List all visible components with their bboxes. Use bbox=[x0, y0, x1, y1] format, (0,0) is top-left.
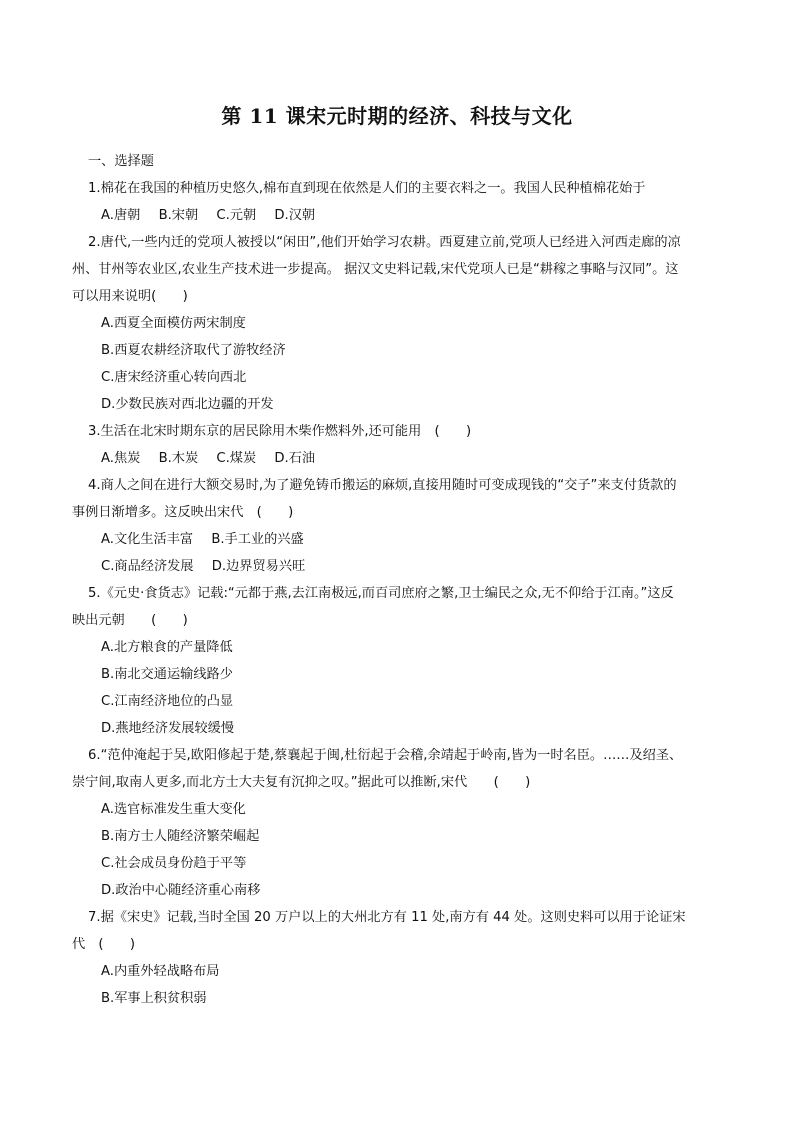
option-d: D.石油 bbox=[274, 451, 316, 466]
question-5-line-2: 映出元朝 ( ) bbox=[72, 613, 188, 628]
question-2-option-a: A.西夏全面模仿两宋制度 bbox=[101, 316, 246, 331]
page-title: 第 11 课宋元时期的经济、科技与文化 bbox=[221, 104, 573, 128]
question-5-option-c: C.江南经济地位的凸显 bbox=[101, 694, 234, 709]
question-6-option-a: A.选官标准发生重大变化 bbox=[101, 802, 246, 817]
section-heading: 一、选择题 bbox=[88, 154, 154, 169]
question-5-line-1: 5.《元史·食货志》记载:“元都于燕,去江南极远,而百司庶府之繁,卫士编民之众,无不仰给于江南。”这反 bbox=[88, 586, 674, 601]
option-b: B.木炭 bbox=[158, 451, 199, 466]
question-5-option-d: D.燕地经济发展较缓慢 bbox=[101, 721, 235, 736]
question-2-line-3: 可以用来说明( ) bbox=[72, 289, 188, 304]
question-1-options bbox=[101, 207, 329, 225]
question-6-line-2: 崇宁间,取南人更多,而北方士大夫复有沉抑之叹。”据此可以推断,宋代 ( ) bbox=[72, 775, 531, 790]
question-3-options bbox=[101, 450, 329, 468]
question-6-option-c: C.社会成员身份趋于平等 bbox=[101, 856, 247, 871]
question-2-line-2: 州、甘州等农业区,农业生产技术进一步提高。 据汉文史料记载,宋代党项人已是“耕稼之事略与汉同”。这 bbox=[72, 262, 679, 277]
option-d: D.汉朝 bbox=[274, 208, 316, 223]
option-c: C.煤炭 bbox=[216, 451, 257, 466]
option-b: B.宋朝 bbox=[158, 208, 199, 223]
option-c: C.商品经济发展 bbox=[101, 559, 194, 574]
question-1-text: 1.棉花在我国的种植历史悠久,棉布直到现在依然是人们的主要衣料之一。我国人民种植棉花始于 bbox=[88, 181, 646, 196]
question-2-option-b: B.西夏农耕经济取代了游牧经济 bbox=[101, 343, 286, 358]
option-a: A.文化生活丰富 bbox=[101, 532, 194, 547]
option-a: A.焦炭 bbox=[101, 451, 141, 466]
question-6-option-b: B.南方士人随经济繁荣崛起 bbox=[101, 829, 260, 844]
question-2-option-d: D.少数民族对西北边疆的开发 bbox=[101, 397, 274, 412]
question-5-option-a: A.北方粮食的产量降低 bbox=[101, 640, 233, 655]
question-4-line-2: 事例日渐增多。这反映出宋代 ( ) bbox=[72, 505, 294, 520]
question-7-line-1: 7.据《宋史》记载,当时全国 20 万户以上的大州北方有 11 处,南方有 44 处。这则史料可以用于论证宋 bbox=[88, 910, 686, 925]
option-d: D.边界贸易兴旺 bbox=[211, 559, 306, 574]
option-b: B.手工业的兴盛 bbox=[211, 532, 304, 547]
question-5-option-b: B.南北交通运输线路少 bbox=[101, 667, 233, 682]
question-6-option-d: D.政治中心随经济重心南移 bbox=[101, 883, 261, 898]
question-2-line-1: 2.唐代,一些内迁的党项人被授以“闲田”,他们开始学习农耕。西夏建立前,党项人已经进入河西走廊的凉 bbox=[88, 235, 681, 250]
question-4-options-row-2 bbox=[101, 558, 319, 576]
question-7-option-a: A.内重外轻战略布局 bbox=[101, 964, 220, 979]
question-7-line-2: 代 ( ) bbox=[72, 937, 136, 952]
question-3-text: 3.生活在北宋时期东京的居民除用木柴作燃料外,还可能用 ( ) bbox=[88, 424, 472, 439]
option-c: C.元朝 bbox=[216, 208, 257, 223]
option-a: A.唐朝 bbox=[101, 208, 141, 223]
question-7-option-b: B.军事上积贫积弱 bbox=[101, 991, 207, 1006]
question-2-option-c: C.唐宋经济重心转向西北 bbox=[101, 370, 247, 385]
question-4-line-1: 4.商人之间在进行大额交易时,为了避免铸币搬运的麻烦,直接用随时可变成现钱的“交子”来支付货款的 bbox=[88, 478, 677, 493]
question-6-line-1: 6.“范仲淹起于吴,欧阳修起于楚,蔡襄起于闽,杜衍起于会稽,余靖起于岭南,皆为一时名臣。……及绍圣、 bbox=[88, 748, 683, 763]
question-4-options-row-1 bbox=[101, 531, 318, 549]
